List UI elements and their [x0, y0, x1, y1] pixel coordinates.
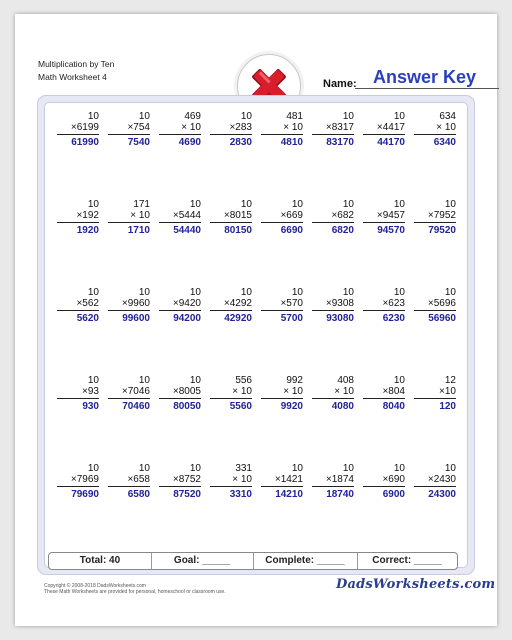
problem-item [155, 111, 201, 151]
problem-multiplier: ×10 [439, 386, 456, 397]
problem-answer: 14210 [275, 489, 303, 500]
problem-item [155, 463, 201, 503]
problem-rule [261, 134, 303, 135]
problem-multiplier: × 10 [130, 210, 150, 221]
problem-row [53, 463, 457, 503]
title-line-2: Math Worksheet 4 [38, 72, 107, 82]
problem-item [359, 111, 405, 151]
problem-multiplier: ×9420 [172, 298, 201, 309]
problem-answer: 79520 [428, 225, 456, 236]
problem-rule [108, 134, 150, 135]
problem-rule [312, 134, 354, 135]
problem-multiplier: ×754 [127, 122, 150, 133]
problem-rule [363, 486, 405, 487]
worksheet-title [38, 58, 114, 84]
problem-multiplicand: 10 [342, 199, 354, 210]
problem-rule [57, 486, 99, 487]
problem-item [53, 199, 99, 239]
problem-item [257, 463, 303, 503]
goal-field: Goal: _____ [173, 555, 231, 566]
problem-answer: 6900 [382, 489, 405, 500]
problem-multiplicand: 556 [235, 375, 252, 386]
problem-multiplicand: 10 [240, 199, 252, 210]
problem-item [257, 111, 303, 151]
problem-row [53, 199, 457, 239]
problem-rule [210, 310, 252, 311]
problem-multiplier: ×2430 [427, 474, 456, 485]
problem-multiplier: ×1874 [325, 474, 354, 485]
problem-multiplicand: 10 [87, 463, 99, 474]
problem-multiplier: ×5696 [427, 298, 456, 309]
problem-rule [57, 398, 99, 399]
problem-multiplicand: 481 [286, 111, 303, 122]
problem-answer: 99600 [122, 313, 150, 324]
problem-multiplicand: 10 [342, 463, 354, 474]
problem-item [206, 375, 252, 415]
problem-answer: 94200 [173, 313, 201, 324]
problem-item [206, 287, 252, 327]
problem-multiplicand: 10 [393, 375, 405, 386]
problem-multiplicand: 10 [393, 287, 405, 298]
problem-multiplier: ×623 [382, 298, 405, 309]
problem-rule [414, 310, 456, 311]
complete-field: Complete: _____ [265, 555, 345, 566]
problem-answer: 1920 [76, 225, 99, 236]
problem-multiplier: × 10 [334, 386, 354, 397]
problem-item [257, 287, 303, 327]
problem-multiplier: ×6199 [70, 122, 99, 133]
problem-rule [159, 398, 201, 399]
problem-answer: 6340 [433, 137, 456, 148]
problem-answer: 930 [82, 401, 99, 412]
problem-multiplicand: 10 [291, 199, 303, 210]
problem-multiplier: × 10 [436, 122, 456, 133]
problem-multiplier: ×283 [229, 122, 252, 133]
problem-multiplier: × 10 [232, 386, 252, 397]
problem-item [308, 287, 354, 327]
problem-rule [312, 222, 354, 223]
problem-multiplicand: 10 [342, 287, 354, 298]
problem-multiplicand: 469 [184, 111, 201, 122]
problem-rule [108, 486, 150, 487]
problem-answer: 44170 [377, 137, 405, 148]
problem-multiplicand: 10 [87, 199, 99, 210]
problem-row [53, 287, 457, 327]
problem-answer: 120 [439, 401, 456, 412]
name-label: Name: [323, 78, 357, 90]
problem-answer: 9920 [280, 401, 303, 412]
problem-item [308, 375, 354, 415]
problem-item [410, 199, 456, 239]
problem-rule [159, 222, 201, 223]
problem-rule [57, 134, 99, 135]
correct-field: Correct: _____ [372, 555, 442, 566]
problem-answer: 80050 [173, 401, 201, 412]
problem-item [53, 287, 99, 327]
problem-rule [414, 134, 456, 135]
problem-multiplicand: 10 [240, 111, 252, 122]
problem-answer: 6820 [331, 225, 354, 236]
problem-item [410, 375, 456, 415]
problem-multiplier: ×7952 [427, 210, 456, 221]
problem-answer: 80150 [224, 225, 252, 236]
problem-answer: 61990 [71, 137, 99, 148]
problem-multiplier: ×8005 [172, 386, 201, 397]
problem-answer: 7540 [127, 137, 150, 148]
problem-rule [312, 398, 354, 399]
problem-multiplicand: 10 [87, 111, 99, 122]
answer-key-label: Answer Key [373, 67, 477, 87]
problem-item [206, 111, 252, 151]
problem-answer: 94570 [377, 225, 405, 236]
problem-answer: 4810 [280, 137, 303, 148]
problem-item [308, 463, 354, 503]
problem-multiplier: ×804 [382, 386, 405, 397]
problem-answer: 1710 [127, 225, 150, 236]
problem-multiplicand: 10 [444, 287, 456, 298]
problem-item [308, 199, 354, 239]
problem-item [359, 375, 405, 415]
problem-answer: 6690 [280, 225, 303, 236]
problem-item [53, 375, 99, 415]
problem-answer: 6580 [127, 489, 150, 500]
problem-item [257, 375, 303, 415]
problem-multiplicand: 331 [235, 463, 252, 474]
problem-answer: 93080 [326, 313, 354, 324]
problem-multiplicand: 10 [189, 287, 201, 298]
problem-rule [261, 222, 303, 223]
problem-multiplier: ×5444 [172, 210, 201, 221]
problem-multiplier: ×8752 [172, 474, 201, 485]
problem-multiplier: × 10 [283, 386, 303, 397]
problem-multiplier: × 10 [181, 122, 201, 133]
problem-multiplier: × 10 [283, 122, 303, 133]
problem-multiplier: ×4417 [376, 122, 405, 133]
problem-multiplicand: 10 [138, 375, 150, 386]
problem-multiplicand: 10 [138, 463, 150, 474]
problem-rule [363, 222, 405, 223]
problem-answer: 56960 [428, 313, 456, 324]
problem-item [53, 111, 99, 151]
problem-multiplicand: 10 [240, 287, 252, 298]
problem-row [53, 375, 457, 415]
problems-panel [38, 96, 474, 574]
problem-rule [414, 222, 456, 223]
problem-rule [108, 310, 150, 311]
problem-answer: 79690 [71, 489, 99, 500]
problem-multiplicand: 10 [87, 375, 99, 386]
problem-rule [363, 310, 405, 311]
problem-item [359, 463, 405, 503]
problem-multiplicand: 10 [393, 111, 405, 122]
problem-multiplicand: 10 [189, 463, 201, 474]
problem-rule [312, 310, 354, 311]
problem-answer: 42920 [224, 313, 252, 324]
problem-item [257, 199, 303, 239]
problem-multiplicand: 10 [342, 111, 354, 122]
problem-row [53, 111, 457, 151]
problem-rule [57, 310, 99, 311]
problem-answer: 5560 [229, 401, 252, 412]
problem-rule [57, 222, 99, 223]
copyright-notice [44, 583, 226, 595]
problem-item [206, 463, 252, 503]
problem-multiplier: ×7046 [121, 386, 150, 397]
problem-multiplier: ×682 [331, 210, 354, 221]
problem-rule [261, 310, 303, 311]
problem-rule [363, 134, 405, 135]
problem-rule [159, 134, 201, 135]
score-footer [48, 552, 458, 570]
problem-multiplier: ×658 [127, 474, 150, 485]
problem-multiplier: ×93 [82, 386, 99, 397]
problem-answer: 54440 [173, 225, 201, 236]
problem-multiplicand: 10 [291, 463, 303, 474]
problem-item [104, 287, 150, 327]
problem-answer: 8040 [382, 401, 405, 412]
problem-multiplicand: 10 [87, 287, 99, 298]
problem-multiplicand: 10 [444, 199, 456, 210]
problem-item [155, 375, 201, 415]
name-underline [355, 88, 499, 89]
title-line-1: Multiplication by Ten [38, 59, 115, 69]
problem-multiplier: ×1421 [274, 474, 303, 485]
problem-item [410, 287, 456, 327]
problem-item [410, 463, 456, 503]
problem-answer: 6230 [382, 313, 405, 324]
problem-item [155, 199, 201, 239]
problem-multiplicand: 10 [138, 111, 150, 122]
problem-multiplicand: 171 [133, 199, 150, 210]
problem-item [155, 287, 201, 327]
problem-answer: 5620 [76, 313, 99, 324]
problem-item [359, 287, 405, 327]
problem-multiplicand: 10 [444, 463, 456, 474]
problem-multiplier: ×669 [280, 210, 303, 221]
problem-multiplier: ×9960 [121, 298, 150, 309]
problem-multiplier: ×4292 [223, 298, 252, 309]
problem-rule [414, 398, 456, 399]
problem-rule [261, 486, 303, 487]
problem-multiplicand: 634 [439, 111, 456, 122]
problem-multiplier: ×570 [280, 298, 303, 309]
problem-answer: 2830 [229, 137, 252, 148]
problem-item [53, 463, 99, 503]
problem-item [104, 375, 150, 415]
problem-item [104, 111, 150, 151]
problem-answer: 83170 [326, 137, 354, 148]
problem-answer: 70460 [122, 401, 150, 412]
problem-answer: 87520 [173, 489, 201, 500]
problem-rule [414, 486, 456, 487]
problem-multiplier: ×8015 [223, 210, 252, 221]
name-field [315, 67, 499, 90]
problem-answer: 4080 [331, 401, 354, 412]
problem-multiplicand: 12 [444, 375, 456, 386]
problem-rule [159, 310, 201, 311]
problem-multiplicand: 10 [393, 199, 405, 210]
problem-multiplicand: 408 [337, 375, 354, 386]
problem-multiplicand: 10 [138, 287, 150, 298]
problem-item [359, 199, 405, 239]
brand-logo: DadsWorksheets.com [336, 577, 496, 592]
problem-answer: 5700 [280, 313, 303, 324]
problem-multiplicand: 10 [189, 375, 201, 386]
problem-item [104, 463, 150, 503]
problem-answer: 24300 [428, 489, 456, 500]
problem-answer: 18740 [326, 489, 354, 500]
problem-multiplier: ×562 [76, 298, 99, 309]
problem-rule [210, 398, 252, 399]
problem-rule [261, 398, 303, 399]
problem-multiplicand: 992 [286, 375, 303, 386]
problem-rule [312, 486, 354, 487]
problem-multiplicand: 10 [393, 463, 405, 474]
problem-item [308, 111, 354, 151]
problem-multiplier: ×8317 [325, 122, 354, 133]
problem-multiplier: ×7969 [70, 474, 99, 485]
problem-answer: 4690 [178, 137, 201, 148]
problem-item [104, 199, 150, 239]
problem-item [410, 111, 456, 151]
problem-rule [108, 398, 150, 399]
problem-answer: 3310 [229, 489, 252, 500]
problem-item [206, 199, 252, 239]
problem-rule [108, 222, 150, 223]
problem-multiplicand: 10 [291, 287, 303, 298]
total-count: Total: 40 [79, 555, 121, 566]
problem-rule [210, 222, 252, 223]
problem-multiplier: × 10 [232, 474, 252, 485]
problem-rule [210, 486, 252, 487]
problem-rule [210, 134, 252, 135]
problems-panel-inner [44, 102, 468, 568]
problem-multiplicand: 10 [189, 199, 201, 210]
problem-multiplier: ×9457 [376, 210, 405, 221]
problem-multiplier: ×192 [76, 210, 99, 221]
copyright-line-2: These Math Worksheets are provided for personal, homeschool or classroom use. [44, 589, 226, 595]
problem-multiplier: ×690 [382, 474, 405, 485]
problem-multiplier: ×9308 [325, 298, 354, 309]
problem-rule [363, 398, 405, 399]
copyright-line-1: Copyright © 2008-2018 DadsWorksheets.com [44, 583, 146, 589]
problem-rule [159, 486, 201, 487]
